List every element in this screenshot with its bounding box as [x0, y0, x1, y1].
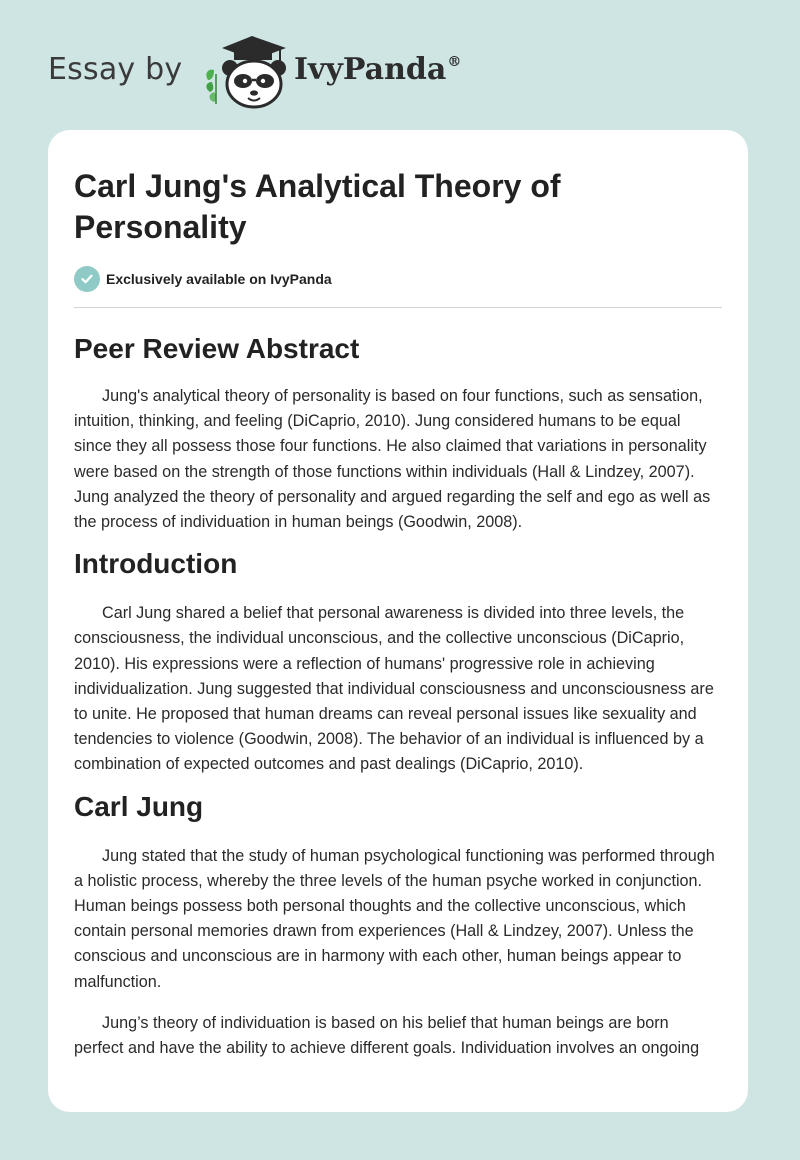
section-paragraph: Jung's analytical theory of personality is based on four functions, such as sensation, intuition, thinking, and feeling (DiCaprio, 2010). Jung considered humans to be equal since they all possess those four functions. He also claimed that variations in personality were based on the strength of those functions within individuals (Hall & Lindzey, 2007). Jung analyzed the theory of personality and argued regarding the self and ego as well as the process of individuation in human beings (Goodwin, 2008). — [74, 387, 711, 532]
registered-mark: ® — [447, 54, 462, 70]
brand-name[interactable]: IvyPanda® — [294, 52, 462, 87]
section-heading-abstract: Peer Review Abstract — [74, 333, 360, 364]
divider — [74, 307, 722, 308]
site-header — [48, 30, 748, 110]
section-heading-introduction: Introduction — [74, 548, 238, 580]
section-paragraph: Jung stated that the study of human psychological functioning was performed through a holistic process, whereby the three levels of the human psyche worked in conjunction. Human beings possess both personal thoughts and the collective unconscious, which contain personal memories drawn from experiences (Hall & Lindzey, 2007). Unless the conscious and unconscious are in harmony with each other, human beings appear to malfunction. — [74, 846, 715, 991]
section-heading-carl-jung: Carl Jung — [74, 790, 204, 822]
section-paragraph: Carl Jung shared a belief that personal awareness is divided into three levels, the consciousness, the individual unconscious, and the collective unconscious (DiCaprio, 2010). His expressions were a reflection of humans' progressive role in achieving individualization. Jung suggested that individual consciousness and unconsciousness are to unite. He proposed that human dreams can reveal personal issues like sexuality and tendencies to violence (Goodwin, 2008). The behavior of an individual is influenced by a combination of expected outcomes and past dealings (DiCaprio, 2010). — [74, 604, 714, 774]
section-paragraph: Jung’s theory of individuation is based on his belief that human beings are born perfect and have the ability to achieve different goals. Individuation involves an ongoing — [74, 1013, 700, 1058]
check-circle-icon — [74, 266, 100, 292]
essay-card — [48, 130, 748, 1112]
page-title: Carl Jung's Analytical Theory of Personality — [74, 168, 561, 245]
exclusive-badge-label: Exclusively available on IvyPanda — [106, 271, 332, 287]
exclusive-badge — [74, 266, 722, 292]
essay-by-label: Essay by — [48, 52, 183, 87]
panda-graduate-icon[interactable] — [200, 34, 290, 110]
